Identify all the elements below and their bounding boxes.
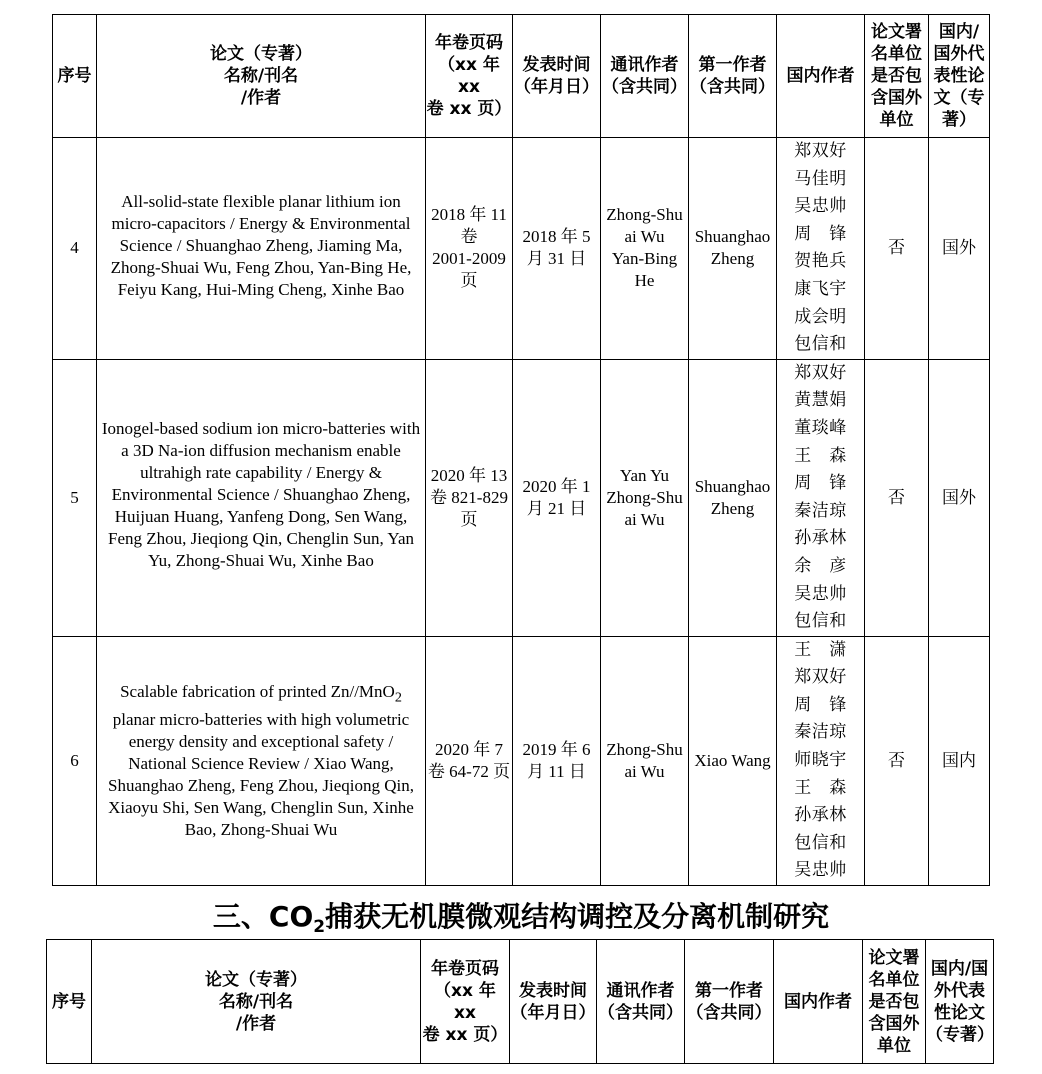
cell-line: 康飞宇 (794, 278, 847, 299)
cell-line: 性论文 (934, 1002, 985, 1023)
table-row (53, 138, 990, 360)
row-volume (426, 138, 513, 360)
row-representative: 国外 (929, 138, 990, 360)
cell-line: 2019 年 6 (522, 739, 591, 759)
papers-table-section3 (46, 939, 994, 1064)
cell-line: 秦洁琼 (794, 500, 847, 521)
cell-line: （含共同） (690, 77, 775, 97)
cell-line: （含共同） (598, 1002, 683, 1023)
cell-line: 吴忠帅 (794, 583, 847, 604)
cell-line: （年月日） (514, 77, 599, 97)
row-date (513, 636, 601, 885)
header-foreign-unit (863, 940, 926, 1064)
cell-line: 论文署 (871, 22, 922, 42)
cell-line: 吴忠帅 (794, 196, 847, 217)
cell-line: 包信和 (794, 611, 847, 632)
row-representative: 国内 (929, 636, 990, 885)
cell-line: 名称/刊名 (223, 66, 299, 86)
cell-line: Zhong-Shu (606, 205, 683, 225)
row-seq: 6 (53, 636, 97, 885)
header-volume (426, 15, 513, 138)
header-first-author (689, 15, 777, 138)
row-corresponding (601, 636, 689, 885)
cell-line: 马佳明 (794, 168, 847, 189)
cell-line: 单位 (877, 1035, 911, 1056)
row-foreign-unit: 否 (865, 138, 929, 360)
cell-line: 国内/ (938, 22, 980, 42)
cell-line: 著） (942, 110, 976, 130)
cell-line: 吴忠帅 (794, 860, 847, 881)
cell-line: 孙承林 (794, 528, 847, 549)
cell-line: 2018 年 5 (522, 227, 591, 247)
header-date (513, 15, 601, 138)
row-foreign-unit: 否 (865, 636, 929, 885)
row-corresponding (601, 359, 689, 636)
cell-line: ai Wu (624, 509, 665, 529)
papers-table (52, 14, 990, 886)
header-corresponding (601, 15, 689, 138)
cell-line: 国外代 (933, 44, 985, 64)
cell-line: 孙承林 (794, 805, 847, 826)
cell-line: 卷 821-829 (430, 487, 508, 507)
cell-line: 贺艳兵 (794, 251, 847, 272)
cell-line: 单位 (879, 110, 914, 130)
cell-line: 是否包 (868, 991, 920, 1012)
cell-line: 论文（专著） (210, 44, 312, 64)
table-row (53, 359, 990, 636)
cell-line: 王 潇 (794, 639, 847, 660)
cell-line: 2020 年 7 (435, 739, 503, 759)
cell-line: 包信和 (794, 334, 847, 355)
cell-line: （xx 年 xx (434, 980, 496, 1023)
cell-line: 余 彦 (794, 555, 847, 576)
row-domestic-authors (777, 636, 865, 885)
cell-line: 名称/刊名 (218, 991, 294, 1012)
cell-line: 含国外 (868, 1013, 920, 1034)
cell-line: （含共同） (602, 77, 687, 97)
section-title: 三、$CO_2$捕获无机膜微观结构调控及分离机制研究 (212, 900, 830, 937)
cell-line: He (634, 271, 655, 291)
row-volume (426, 636, 513, 885)
header-paper (97, 15, 426, 138)
row-domestic-authors (777, 138, 865, 360)
header-domestic-authors: 国内作者 (774, 940, 863, 1064)
header-paper (92, 940, 421, 1064)
row-paper: Scalable fabrication of printed Zn//MnO$_2$ planar micro-batteries with high volumetric energy density and exceptional safety / National Science Review / Xiao Wang, Shuanghao Zheng, Feng Zhou, Jieqiong Qin, Xiaoyu Shi, Sen Wang, Chenglin Sun, Xinhe Bao, Zhong-Shuai Wu (97, 636, 426, 885)
header-seq: 序号 (53, 15, 97, 138)
header-representative (929, 15, 990, 138)
cell-line: 卷 xx 页） (426, 99, 512, 119)
cell-line: 页 (460, 271, 478, 291)
cell-line: 月 21 日 (526, 498, 587, 518)
row-seq: 5 (53, 359, 97, 636)
cell-line: 通讯作者 (610, 55, 679, 75)
cell-line: Zhong-Shu (606, 487, 683, 507)
cell-line: 发表时间 (519, 980, 587, 1001)
cell-line: 发表时间 (522, 55, 591, 75)
cell-line: 名单位 (871, 44, 922, 64)
cell-line: 年卷页码 (431, 958, 499, 979)
cell-line: Shuanghao (694, 476, 771, 496)
cell-line: 年卷页码 (435, 33, 503, 53)
cell-line: 2001-2009 (432, 249, 506, 269)
row-domestic-authors (777, 359, 865, 636)
row-first-author (689, 138, 777, 360)
cell-line: 表性论 (933, 66, 985, 86)
cell-line: 第一作者 (695, 980, 763, 1001)
cell-line: 名单位 (868, 969, 920, 990)
cell-line: 2018 年 11 (431, 205, 507, 225)
cell-line: 郑双好 (794, 667, 847, 688)
cell-line: （专著） (926, 1024, 994, 1045)
header-corresponding (597, 940, 685, 1064)
cell-line: ai Wu (624, 227, 665, 247)
cell-line: Zhong-Shu (606, 739, 683, 759)
cell-line: 通讯作者 (606, 980, 675, 1001)
cell-line: Yan-Bing (611, 249, 678, 269)
cell-line: 第一作者 (698, 55, 767, 75)
cell-line: 外代表 (934, 980, 985, 1001)
cell-line: Zheng (710, 498, 755, 518)
cell-line: 郑双好 (794, 362, 847, 383)
row-first-author (689, 359, 777, 636)
cell-line: Yan Yu (619, 465, 670, 485)
cell-line: 周 锋 (794, 223, 847, 244)
header-seq: 序号 (47, 940, 92, 1064)
cell-line: 卷 (460, 227, 478, 247)
cell-line: 月 11 日 (527, 761, 586, 781)
cell-line: 周 锋 (794, 694, 847, 715)
header-foreign-unit (865, 15, 929, 138)
row-paper: All-solid-state flexible planar lithium ion micro-capacitors / Energy & Environmental Science / Shuanghao Zheng, Jiaming Ma, Zhong-Shuai Wu, Feng Zhou, Yan-Bing He, Feiyu Kang, Hui-Ming Cheng, Xinhe Bao (97, 138, 426, 360)
cell-line: 含国外 (871, 88, 922, 108)
cell-line: 王 森 (794, 445, 847, 466)
table-header-row (53, 15, 990, 138)
cell-line: 页 (460, 509, 478, 529)
header-domestic-authors: 国内作者 (777, 15, 865, 138)
cell-line: Xiao Wang (694, 750, 771, 770)
row-foreign-unit: 否 (865, 359, 929, 636)
table-header-row (47, 940, 994, 1064)
cell-line: 论文（专著） (205, 969, 307, 990)
cell-line: 郑双好 (794, 141, 847, 161)
cell-line: （年月日） (510, 1002, 596, 1023)
row-first-author (689, 636, 777, 885)
cell-line: （含共同） (686, 1002, 772, 1023)
cell-line: 师晓宇 (794, 750, 847, 771)
cell-line: 论文署 (868, 947, 920, 968)
row-date (513, 359, 601, 636)
header-representative (926, 940, 994, 1064)
row-paper: Ionogel-based sodium ion micro-batteries with a 3D Na-ion diffusion mechanism enable ultrahigh rate capability / Energy & Environmental Science / Shuanghao Zheng, Huijuan Huang, Yanfeng Dong, Sen Wang, Feng Zhou, Jieqiong Qin, Chenglin Sun, Yan Yu, Zhong-Shuai Wu, Xinhe Bao (97, 359, 426, 636)
cell-line: 是否包 (871, 66, 922, 86)
cell-line: 文（专 (933, 88, 985, 108)
cell-line: 黄慧娟 (794, 390, 847, 411)
cell-line: 卷 xx 页） (422, 1024, 508, 1045)
cell-line: 成会明 (794, 306, 847, 327)
cell-line: 秦洁琼 (794, 722, 847, 743)
cell-line: 卷 64-72 页 (427, 761, 511, 781)
header-volume (421, 940, 510, 1064)
cell-line: （xx 年 xx (438, 55, 500, 97)
cell-line: /作者 (235, 1013, 277, 1034)
cell-line: 国内/国 (930, 958, 989, 979)
row-seq: 4 (53, 138, 97, 360)
row-representative: 国外 (929, 359, 990, 636)
cell-line: Zheng (710, 249, 755, 269)
cell-line: 2020 年 13 (430, 465, 508, 485)
cell-line: 王 森 (794, 777, 847, 798)
cell-line: 2020 年 1 (522, 476, 591, 496)
cell-line: 月 31 日 (526, 249, 587, 269)
cell-line: 包信和 (794, 832, 847, 853)
row-volume (426, 359, 513, 636)
row-date (513, 138, 601, 360)
cell-line: 董琰峰 (794, 417, 847, 438)
table-row (53, 636, 990, 885)
cell-line: Shuanghao (694, 227, 771, 247)
header-first-author (685, 940, 774, 1064)
cell-line: 周 锋 (794, 473, 847, 494)
cell-line: ai Wu (624, 761, 665, 781)
header-date (510, 940, 597, 1064)
cell-line: /作者 (240, 88, 282, 108)
row-corresponding (601, 138, 689, 360)
